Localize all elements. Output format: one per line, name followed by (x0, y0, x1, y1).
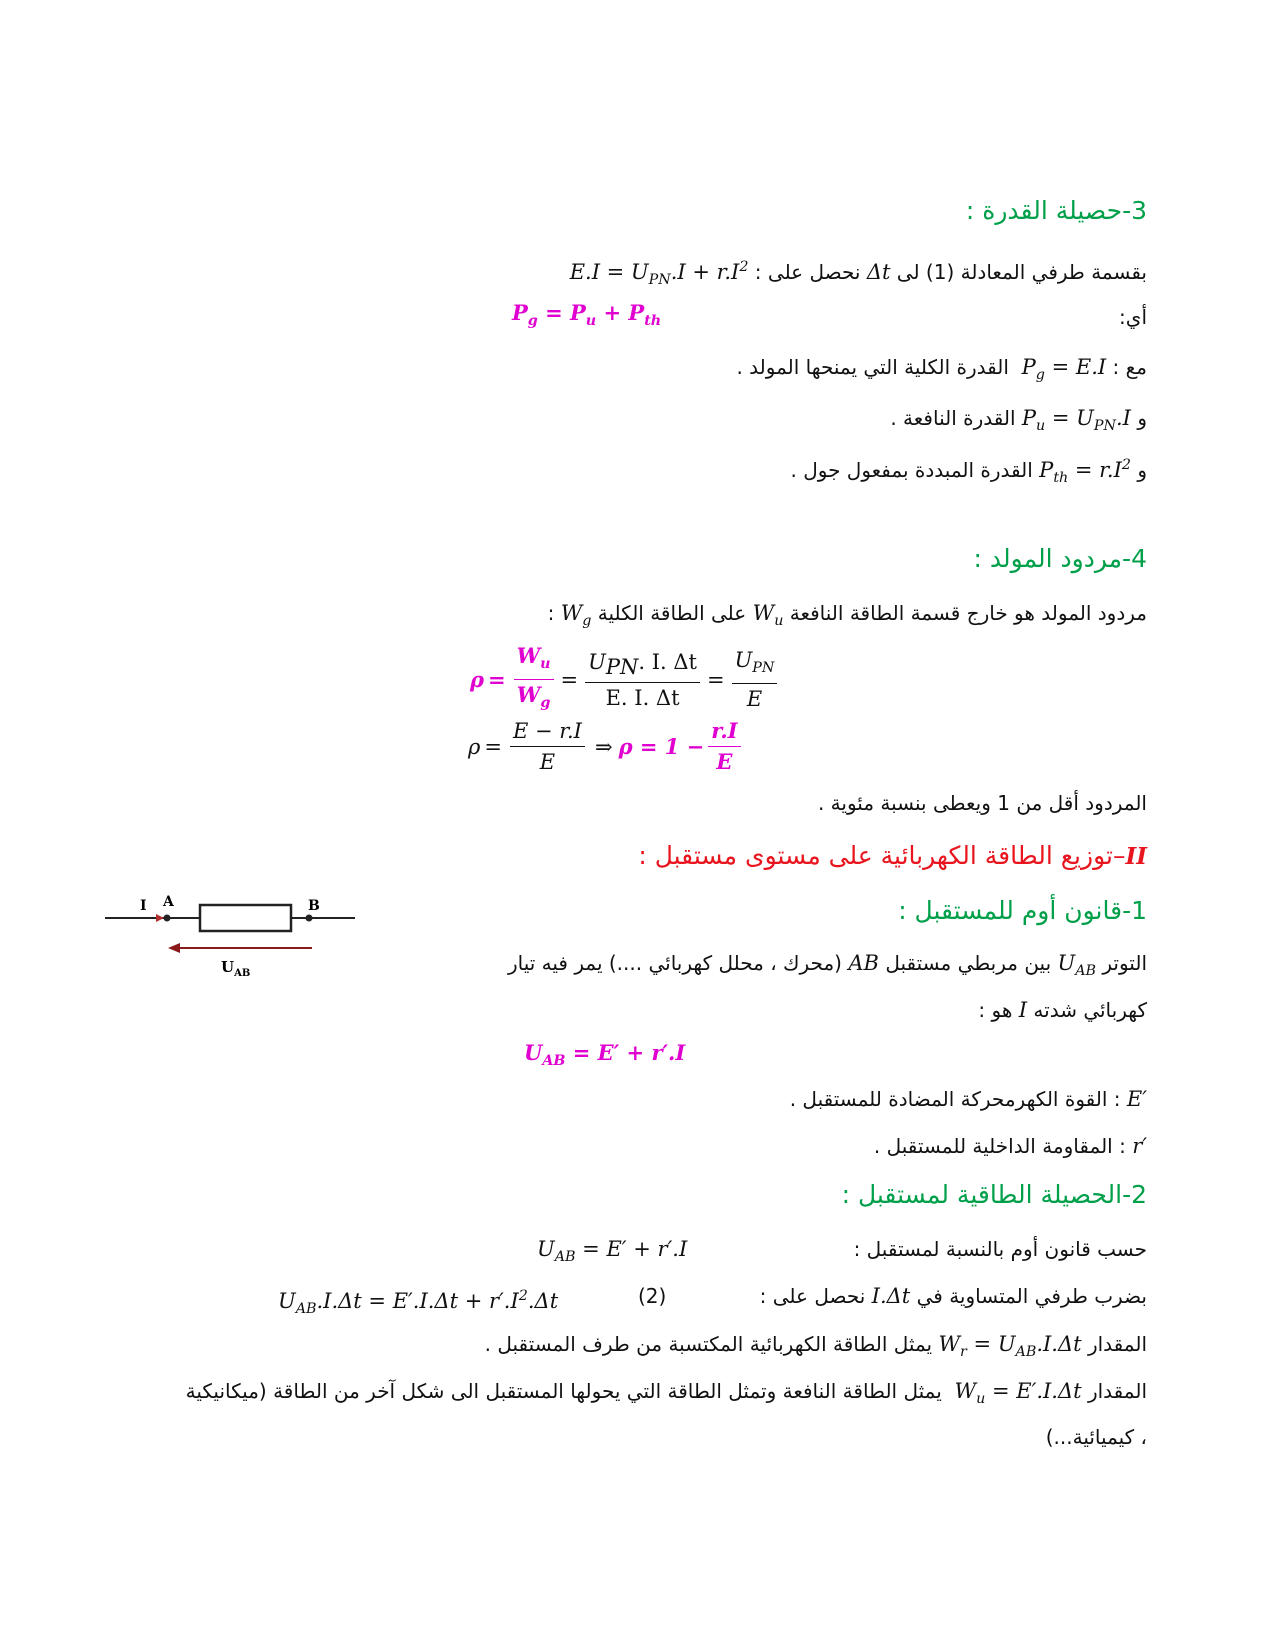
efficiency-equation-1 (470, 643, 781, 716)
text-line (978, 995, 1147, 1025)
ohm-law-receiver-equation: $U_{AB} = E' + r'.I$ (524, 1040, 686, 1070)
text: –توزيع الطاقة الكهربائية على مستوى مستقبل : (638, 841, 1126, 870)
math-inline: $U_{AB} = E' + r'.I$ (537, 1237, 688, 1266)
receiver-circuit-diagram (100, 888, 360, 983)
fraction-e-minus-ri: $\frac{E - r.I}{E}$ (510, 718, 585, 775)
roman-numeral: II (1125, 843, 1147, 870)
rho-symbol: ρ (470, 667, 484, 693)
section-heading-ohm-law: 1-قانون أوم للمستقبل : (898, 896, 1147, 925)
text-line (508, 948, 1147, 986)
text: يمثل الطاقة النافعة وتمثل الطاقة التي يحولها المستقبل الى شكل آخر من الطاقة (ميكانيكية (185, 1379, 942, 1403)
math-inline: $W_g$ (560, 601, 592, 630)
math-inline: $W_r = U_{AB}.I.\Delta t$ (938, 1332, 1082, 1361)
fraction-upn-over-e: $\frac{U_{PN}}{E}$ (732, 647, 778, 712)
math-inline: $P_g = E.I$ (1021, 355, 1107, 384)
text-line (186, 1376, 1147, 1414)
fraction-wu-wg: $\frac{W_u}{W_g}$ (514, 643, 554, 716)
math-inline: Δt (866, 260, 891, 284)
text-line (790, 1084, 1147, 1114)
text: القدرة الكلية التي يمنحها المولد . (736, 355, 1009, 379)
math-inline: $W_u = E'.I.\Delta t$ (954, 1379, 1082, 1408)
rho-symbol: ρ (468, 734, 481, 759)
equation-number: (2) (638, 1284, 667, 1308)
implies-arrow: ⇒ (594, 734, 613, 759)
text: : المقاومة الداخلية للمستقبل . (873, 1134, 1126, 1158)
voltage-arrowhead (168, 943, 180, 953)
power-balance-equation: $P_g = P_u + P_{th}$ (512, 300, 662, 330)
text-ay: أي: (1119, 305, 1147, 329)
text-line: حسب قانون أوم بالنسبة لمستقبل : (853, 1237, 1147, 1261)
fraction-upn-e: $\frac{U_{PN}. I. \Delta t}{E. I. \Delta t}$ (585, 649, 700, 711)
rho-bold-expression: ρ = 1 − (618, 734, 705, 759)
math-inline: $W_u$ (752, 601, 784, 630)
text: بضرب طرفي المتساوية في (916, 1284, 1147, 1308)
text: يمثل الطاقة الكهربائية المكتسبة من طرف المستقبل . (484, 1332, 933, 1356)
math-inline: $E.I = U_{PN}.I + r.I^2$ (569, 259, 749, 289)
section-heading-power-balance: 3-حصيلة القدرة : (965, 196, 1147, 225)
text: هو : (978, 998, 1013, 1022)
text: القدرة النافعة . (890, 406, 1016, 430)
node-a (164, 915, 171, 922)
energy-balance-equation: $U_{AB}.I.\Delta t = E'.I.\Delta t + r'.I^2.\Delta t$ (278, 1288, 559, 1318)
text: : القوة الكهرمحركة المضادة للمستقبل . (789, 1087, 1121, 1111)
text-line (736, 352, 1147, 390)
text: و (1137, 406, 1147, 430)
text: المقدار (1087, 1332, 1147, 1356)
math-inline: $P_u = U_{PN}.I$ (1021, 406, 1131, 435)
section-heading-energy-balance: 2-الحصيلة الطاقية لمستقبل : (841, 1180, 1147, 1209)
efficiency-note: المردود أقل من 1 ويعطى بنسبة مئوية . (817, 791, 1147, 815)
math-inline: I.Δt (871, 1284, 911, 1308)
section-heading-efficiency: 4-مردود المولد : (973, 544, 1147, 573)
section-heading-receiver (638, 838, 1147, 875)
equals: = (487, 667, 506, 693)
text: مع : (1112, 355, 1147, 379)
text: نحصل على : (754, 260, 861, 284)
equals: = (560, 667, 579, 692)
label-a: A (163, 894, 174, 910)
text-line (791, 450, 1148, 493)
receiver-box (200, 905, 291, 931)
text-line (485, 1329, 1147, 1367)
label-i: I (140, 898, 147, 914)
text: المقدار (1087, 1379, 1147, 1403)
math-inline: r′ (1132, 1134, 1147, 1158)
label-uab: $U_{AB}$ (221, 958, 251, 979)
math-inline: $P_{th} = r.I^2$ (1039, 457, 1131, 487)
equals: = (484, 734, 502, 759)
text-line (874, 1131, 1147, 1161)
text: : (547, 601, 555, 625)
text: كهربائي شدته (1033, 998, 1147, 1022)
text-line: ، كيميائية...) (1045, 1425, 1147, 1449)
text: مردود المولد هو خارج قسمة الطاقة النافعة (789, 601, 1147, 625)
text: على الطاقة الكلية (597, 601, 747, 625)
math-inline: I (1018, 998, 1028, 1022)
node-b (306, 915, 313, 922)
text: نحصل على : (759, 1284, 866, 1308)
text-line (548, 598, 1147, 636)
text: التوتر (1102, 951, 1147, 975)
math-inline: $U_{AB}$ (1057, 951, 1097, 980)
text: (محرك ، محلل كهربائي ....) يمر فيه تيار (507, 951, 842, 975)
text: و (1137, 458, 1147, 482)
text-line (563, 252, 1147, 295)
math-inline: E′ (1126, 1087, 1147, 1111)
efficiency-equation-2 (468, 718, 745, 775)
text: القدرة المبددة بمفعول جول . (790, 458, 1033, 482)
text: بين مربطي مستقبل (885, 951, 1052, 975)
label-b: B (308, 898, 320, 914)
text-line (760, 1281, 1147, 1311)
current-arrow (156, 914, 164, 922)
text: بقسمة طرفي المعادلة (1) لى (896, 260, 1147, 284)
equals: = (706, 667, 725, 692)
math-inline: AB (848, 951, 879, 975)
text-line (890, 403, 1147, 441)
fraction-ri-over-e: $\frac{r.I}{E}$ (708, 718, 740, 775)
